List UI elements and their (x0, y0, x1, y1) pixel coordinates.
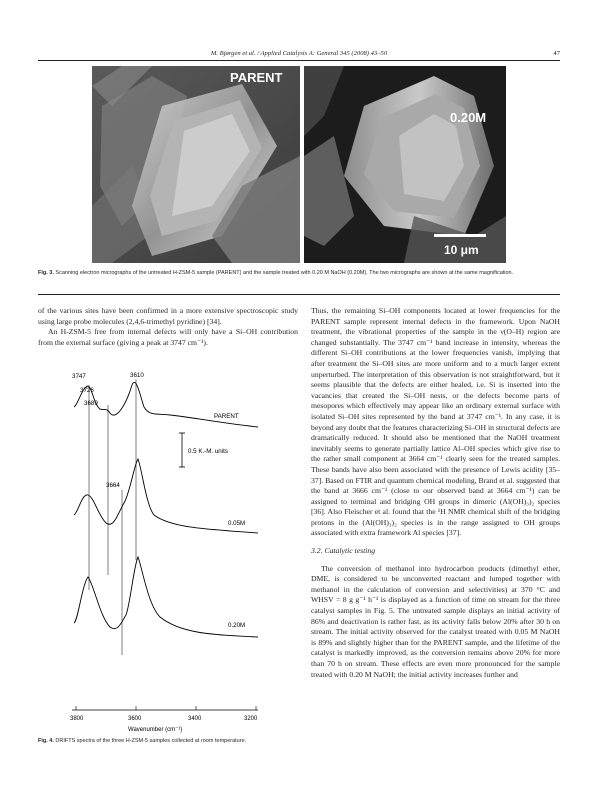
peak-label-3610: 3610 (130, 372, 144, 379)
peak-label-3689: 3689 (84, 400, 98, 407)
peak-label-3747: 3747 (72, 373, 86, 380)
header-rule (38, 60, 560, 61)
left-column-text (38, 306, 298, 348)
figure-4-drifts-spectra (70, 365, 288, 735)
figure-3-micrographs (92, 66, 506, 263)
label-parent: PARENT (230, 70, 283, 85)
sem-image-020m (304, 66, 506, 263)
right-paragraph-2: The conversion of methanol into hydrocarbon products (dimethyl ether, DME, is considered to be unconverted reactant and lumped together with methanol in the calculation of conversion and selectivities) at 370 °C and WHSV = 8 g g⁻¹ h⁻¹ is displayed as a function of time on stream for the three catalyst samples in Fig. 5. The untreated sample displays an initial activity of 86% and deactivation is rather fast, as its activity falls below 20% after 30 h on stream. The initial activity observed for the catalyst treated with 0.05 M NaOH is 89% and slightly higher than for the PARENT sample, and the lifetime of the catalyst is markedly improved, as the conversion remains above 20% for more than 70 h on stream. These effects are even more pronounced for the sample treated with 0.20 M NaOH; the initial activity increases further and (311, 563, 560, 679)
sem-image-parent (92, 66, 300, 263)
figure-3-caption (38, 269, 560, 277)
curve-label-020m: 0.20M (228, 622, 246, 629)
figure-4-caption-text: DRIFTS spectra of the three H-ZSM-5 samples collected at room temperature. (55, 738, 247, 744)
section-heading-catalytic-testing: 3.2. Catalytic testing (311, 546, 376, 556)
journal-reference: M. Bjørgen et al. / Applied Catalysis A: General 345 (2008) 43–50 (210, 50, 388, 57)
scale-bar-units: 0.5 K.-M. units (188, 448, 228, 455)
left-paragraph-1: of the various sites have been confirmed in a more extensive spectroscopic study using large probe molecules (2,4,6-trimethyl pyridine) [34]. (38, 306, 298, 326)
right-paragraph-1: Thus, the remaining Si–OH components located at lower frequencies for the PARENT sample represent internal defects in the framework. Upon NaOH treatment, the vibrational properties of the sample in the ν(O–H) region are changed substantially. The 3747 cm⁻¹ band increase in intensity, whereas the different Si–OH contributions at the lower frequencies vanish, implying that after treatment the Si–OH sites are more uniform and to a much larger extent unperturbed. The interpretation of this observation is not straightforward, but it seems plausible that the defects are either healed, i.e. Si is inserted into the vacancies that created the Si–OH nests, or the defects become parts of mesopores which effectively may appear like an ordinary external surface with isolated Si–OH sites represented by the band at 3747 cm⁻¹. In any case, it is beyond any doubt that the features characterizing Si–OH in structural defects are dramatically reduced. It should also be mentioned that the NaOH treatment inevitably seems to generate partially lattice Al–OH species which give rise to the rather small component at 3664 cm⁻¹ clearly seen for the treated samples. These bands have also been associated with the presence of Lewis acidity [35–37]. Based on FTIR and quantum chemical modeling, Brand et al. suggested that the band at 3666 cm⁻¹ (close to our observed band at 3664 cm⁻¹) can be assigned to terminal and bridging OH groups in dimeric (Al(OH)₃)₂ species [36]. Also Fleischer et al. found that the ¹H NMR chemical shift of the bridging protons in the (Al(OH)₃)₂ species is in the range assigned to OH groups associated with extra framework Al species [37]. (311, 306, 560, 538)
figure-3-caption-text: Scanning electron micrographs of the untreated H-ZSM-5 sample (PARENT) and the sample treated with 0.20 M NaOH (0.20M). The two micrographs are shown at the same magnification. (55, 270, 514, 276)
x-axis-ticks (76, 706, 256, 710)
x-tick-3800: 3800 (70, 716, 84, 722)
x-axis-label: Wavenumber (cm⁻¹) (128, 727, 183, 733)
curve-label-parent: PARENT (214, 413, 239, 420)
intensity-scale-bar (179, 433, 185, 467)
caption-separator (38, 294, 560, 295)
peak-label-3726: 3726 (80, 387, 94, 394)
x-tick-3400: 3400 (188, 716, 202, 722)
scale-bar (434, 234, 486, 237)
label-020m: 0.20M (450, 110, 487, 125)
figure-4-caption-label: Fig. 4. (38, 738, 54, 744)
scale-bar-label: 10 μm (444, 243, 479, 257)
x-tick-3600: 3600 (128, 716, 142, 722)
peak-guide-lines (89, 379, 136, 655)
x-tick-3200: 3200 (244, 716, 258, 722)
page-number: 47 (553, 50, 560, 57)
figure-3-caption-label: Fig. 3. (38, 270, 54, 276)
curve-parent (74, 382, 258, 427)
curve-label-005m: 0.05M (228, 520, 246, 527)
right-column-text (311, 306, 560, 680)
peak-label-3664: 3664 (106, 482, 120, 489)
figure-4-caption (38, 737, 298, 745)
left-paragraph-2: An H-ZSM-5 free from internal defects will only have a Si–OH contribution from the external surface (giving a peak at 3747 cm⁻¹). (38, 327, 298, 347)
